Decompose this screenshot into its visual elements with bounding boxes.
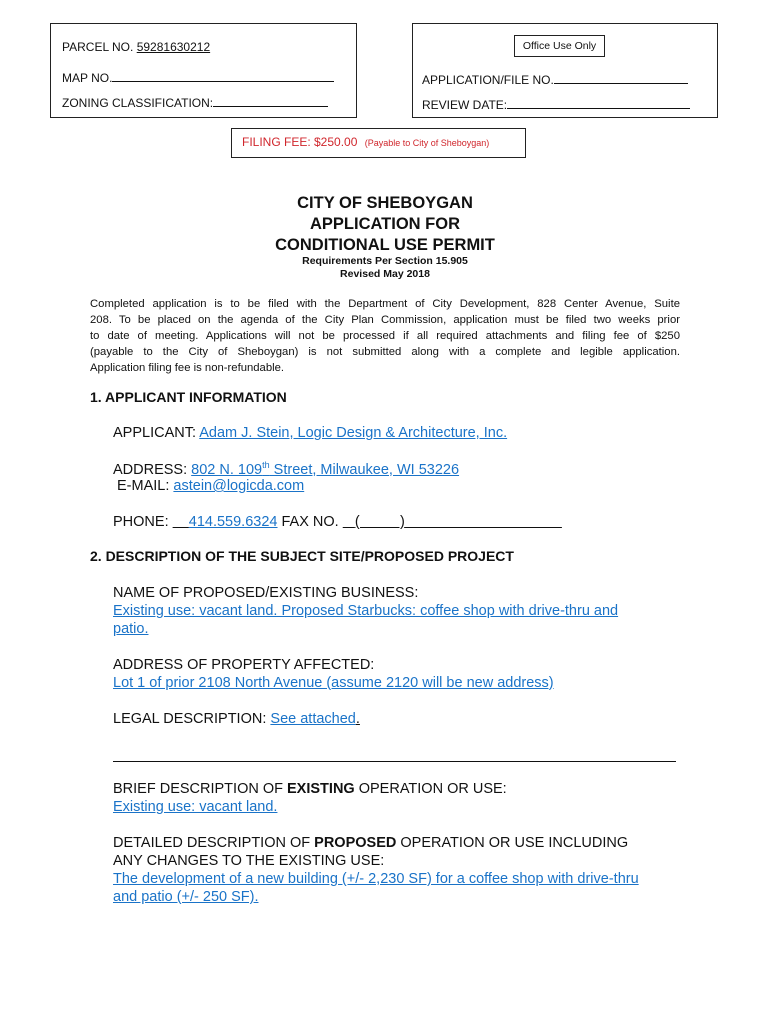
- email-value[interactable]: astein@logicda.com: [173, 478, 305, 494]
- revised-subtitle: Revised May 2018: [340, 268, 430, 280]
- proposed-value-line1[interactable]: The development of a new building (+/- 2,230 SF) for a coffee shop with drive-thru: [113, 871, 639, 887]
- filing-fee-row: [242, 135, 489, 149]
- applicant-label: APPLICANT:: [113, 425, 196, 441]
- legal-row: [113, 711, 360, 727]
- map-row: [62, 69, 334, 85]
- map-label: MAP NO.: [62, 71, 113, 85]
- proposed-label: DETAILED DESCRIPTION OF PROPOSED OPERATION OR USE INCLUDING: [113, 835, 629, 851]
- property-value[interactable]: Lot 1 of prior 2108 North Avenue (assume 2120 will be new address): [113, 675, 554, 691]
- address-row: [113, 460, 459, 478]
- appfile-label: APPLICATION/FILE NO.: [422, 73, 554, 87]
- business-label: NAME OF PROPOSED/EXISTING BUSINESS:: [113, 585, 419, 601]
- parcel-value[interactable]: 59281630212: [136, 40, 211, 54]
- parcel-label: PARCEL NO.: [62, 40, 134, 54]
- zoning-row: [62, 94, 328, 110]
- phone-label: PHONE:: [113, 514, 169, 530]
- business-value-line2[interactable]: patio.: [113, 621, 149, 637]
- proposed-value-line2[interactable]: and patio (+/- 250 SF).: [113, 889, 259, 905]
- filing-fee-label: FILING FEE: $250.00: [242, 135, 358, 149]
- review-row: [422, 96, 690, 112]
- intro-line: to date of meeting. Applications will not be processed if all required attachments and filing fee of $250: [90, 330, 680, 342]
- fax-label: FAX NO.: [281, 514, 339, 530]
- parcel-row: [62, 40, 210, 54]
- requirements-subtitle: Requirements Per Section 15.905: [302, 255, 468, 267]
- appfile-row: [422, 71, 688, 87]
- applicant-value[interactable]: Adam J. Stein, Logic Design & Architecture, Inc.: [199, 425, 508, 441]
- page-title-line1: CITY OF SHEBOYGAN: [297, 194, 473, 212]
- address-value[interactable]: 802 N. 109th Street, Milwaukee, WI 53226: [191, 460, 460, 478]
- existing-value[interactable]: Existing use: vacant land.: [113, 799, 278, 815]
- legal-blank-line[interactable]: [113, 761, 676, 762]
- review-label: REVIEW DATE:: [422, 98, 508, 112]
- business-value-line1[interactable]: Existing use: vacant land. Proposed Starbucks: coffee shop with drive-thru and: [113, 603, 619, 619]
- section2-heading: 2. DESCRIPTION OF THE SUBJECT SITE/PROPOSED PROJECT: [90, 548, 514, 564]
- legal-tail: .: [355, 711, 360, 727]
- review-field[interactable]: [507, 96, 690, 109]
- office-use-label: Office Use Only: [514, 35, 605, 57]
- address-label: ADDRESS:: [113, 461, 188, 478]
- email-row: [117, 478, 304, 494]
- intro-line: (payable to the City of Sheboygan) is not submitted along with a complete and legible application.: [90, 346, 680, 358]
- legal-label: LEGAL DESCRIPTION:: [113, 711, 267, 727]
- map-field[interactable]: [112, 69, 334, 82]
- page-title-line2: APPLICATION FOR: [309, 215, 461, 233]
- page-title-line3: CONDITIONAL USE PERMIT: [275, 236, 495, 254]
- intro-line: Completed application is to be filed with the Department of City Development, 828 Center Avenue, Suite: [90, 298, 680, 310]
- section1-heading: 1. APPLICANT INFORMATION: [90, 389, 287, 405]
- zoning-label: ZONING CLASSIFICATION:: [62, 96, 214, 110]
- applicant-row: [113, 425, 507, 441]
- phone-field[interactable]: 414.559.6324: [188, 514, 278, 530]
- zoning-field[interactable]: [213, 94, 328, 107]
- appfile-field[interactable]: [554, 71, 688, 84]
- legal-value[interactable]: See attached: [270, 711, 356, 727]
- intro-line: 208. To be placed on the agenda of the City Plan Commission, application must be filed two weeks prior: [90, 314, 680, 326]
- fax-field[interactable]: ( ): [354, 514, 405, 530]
- existing-label: BRIEF DESCRIPTION OF EXISTING OPERATION OR USE:: [113, 781, 507, 797]
- proposed-label-line2: ANY CHANGES TO THE EXISTING USE:: [113, 853, 385, 869]
- email-label: E-MAIL:: [117, 478, 170, 494]
- phone-row: [113, 514, 562, 530]
- filing-fee-note: (Payable to City of Sheboygan): [364, 138, 490, 148]
- intro-paragraph: [90, 296, 680, 376]
- property-label: ADDRESS OF PROPERTY AFFECTED:: [113, 657, 375, 673]
- intro-line: Application filing fee is non-refundable.: [90, 362, 285, 374]
